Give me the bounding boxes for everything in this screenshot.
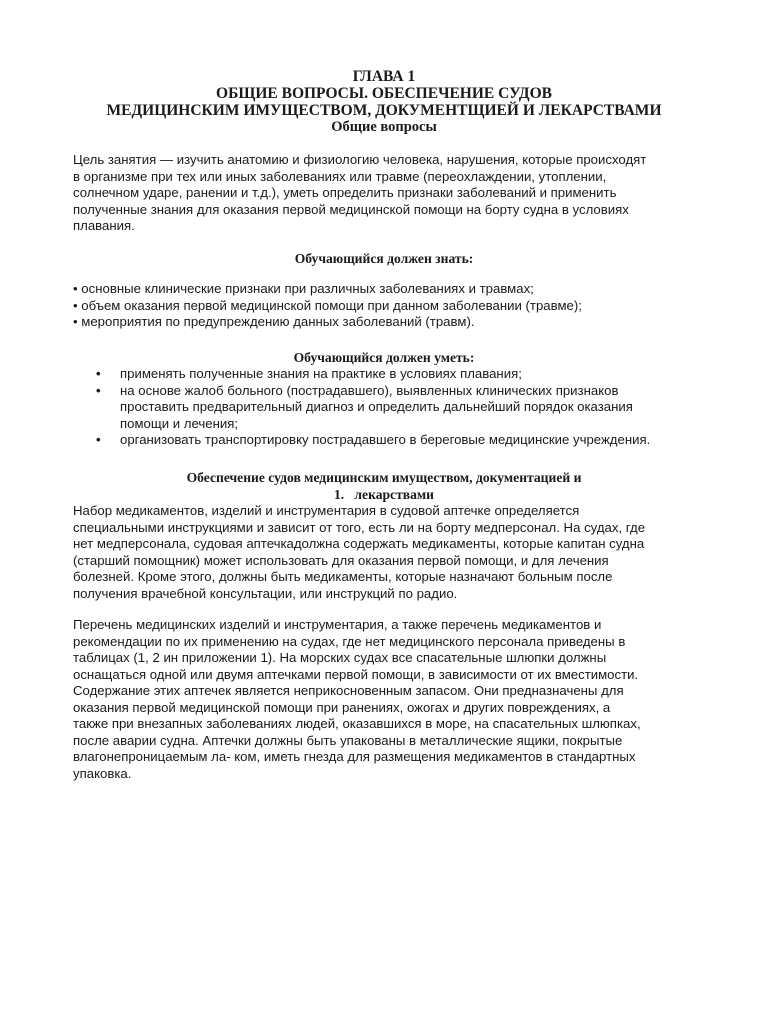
text-line: Перечень медицинских изделий и инструментария, а также перечень медикаментов и bbox=[73, 617, 602, 632]
know-list bbox=[73, 281, 693, 331]
list-item bbox=[96, 383, 696, 433]
text-line: специальными инструкциями и зависит от того, есть ли на борту медперсонал. На судах, где bbox=[73, 519, 646, 535]
text-line: помощи и лечения; bbox=[120, 415, 239, 431]
text-line: полученные знания для оказания первой медицинской помощи на борту судна в условиях bbox=[73, 201, 629, 217]
text-line: рекомендации по их применению на судах, где нет медицинского персонала приведены в bbox=[73, 633, 626, 649]
text-line: проставить предварительный диагноз и определить дальнейший порядок оказания bbox=[120, 399, 633, 415]
supply-heading-line-2 bbox=[0, 486, 768, 503]
supply-paragraph-2 bbox=[73, 617, 693, 782]
text-line: Набор медикаментов, изделий и инструментария в судовой аптечке определяется bbox=[73, 503, 580, 518]
text-line: после аварии судна. Аптечки должны быть упакованы в металлические ящики, покрытые bbox=[73, 732, 623, 748]
list-item bbox=[96, 366, 696, 383]
bullet-marker: • bbox=[96, 382, 101, 398]
list-item: • мероприятия по предупреждению данных заболеваний (травм). bbox=[73, 314, 475, 329]
text-line: оснащаться одной или двумя аптечками первой помощи, в зависимости от их вместимости. bbox=[73, 666, 639, 682]
section-subtitle: Общие вопросы bbox=[331, 119, 437, 135]
bullet-marker: • bbox=[96, 432, 101, 448]
text-line: применять полученные знания на практике в условиях плавания; bbox=[120, 366, 522, 381]
can-heading: Обучающийся должен уметь: bbox=[293, 350, 475, 365]
chapter-title-line-1: ОБЩИЕ ВОПРОСЫ. ОБЕСПЕЧЕНИЕ СУДОВ bbox=[216, 85, 552, 102]
text-line: на основе жалоб больного (пострадавшего), выявленных клинических признаков bbox=[120, 382, 619, 398]
list-item: • основные клинические признаки при различных заболеваниях и травмах; bbox=[73, 281, 534, 296]
supply-heading-line-1: Обеспечение судов медицинским имуществом, документацией и bbox=[186, 470, 582, 485]
intro-paragraph bbox=[73, 152, 693, 235]
can-list bbox=[96, 366, 696, 449]
text-line: в организме при тех или иных заболеваниях или травме (переохлаждении, утоплении, bbox=[73, 168, 607, 184]
know-heading: Обучающийся должен знать: bbox=[294, 251, 474, 266]
text-line: (старший помощник) может использовать для оказания первой помощи, и для лечения bbox=[73, 552, 609, 568]
text-line: нет медперсонала, судовая аптечкадолжна содержать медикаменты, которые капитан судна bbox=[73, 536, 645, 551]
text-line: также при внезапных заболеваниях людей, оказавшихся в море, на спасательных шлюпках, bbox=[73, 716, 641, 731]
text-line: болезней. Кроме этого, должны быть медикаменты, которые назначают больным после bbox=[73, 569, 613, 584]
list-item: • объем оказания первой медицинской помощи при данном заболевании (травме); bbox=[73, 297, 582, 313]
heading-number: 1. bbox=[334, 487, 345, 502]
supply-paragraph-1 bbox=[73, 503, 693, 602]
text-line: Цель занятия — изучить анатомию и физиологию человека, нарушения, которые происходят bbox=[73, 152, 647, 167]
text-line: получения врачебной консультации, или инструкций по радио. bbox=[73, 585, 458, 601]
bullet-marker: • bbox=[96, 366, 101, 381]
text-line: организовать транспортировку пострадавшего в береговые медицинские учреждения. bbox=[120, 432, 651, 448]
chapter-number: ГЛАВА 1 bbox=[352, 68, 416, 85]
text-line: плавания. bbox=[73, 218, 135, 233]
text-line: таблицах (1, 2 ин приложении 1). На морских судах все спасательные шлюпки должны bbox=[73, 650, 607, 665]
heading-text: лекарствами bbox=[354, 487, 434, 502]
text-line: солнечном ударе, ранении и т.д.), уметь определить признаки заболеваний и применить bbox=[73, 185, 617, 200]
chapter-title-line-2: МЕДИЦИНСКИМ ИМУЩЕСТВОМ, ДОКУМЕНТЩИЕЙ И ЛЕКАРСТВАМИ bbox=[106, 102, 662, 119]
text-line: оказания первой медицинской помощи при ранениях, ожогах и других повреждениях, а bbox=[73, 699, 611, 715]
text-line: Содержание этих аптечек является неприкосновенным запасом. Они предназначены для bbox=[73, 683, 624, 698]
text-line: упаковка. bbox=[73, 765, 132, 781]
chapter-header bbox=[0, 68, 768, 136]
list-item bbox=[96, 432, 696, 449]
text-line: влагонепроницаемым ла- ком, иметь гнезда для размещения медикаментов в стандартных bbox=[73, 749, 636, 764]
